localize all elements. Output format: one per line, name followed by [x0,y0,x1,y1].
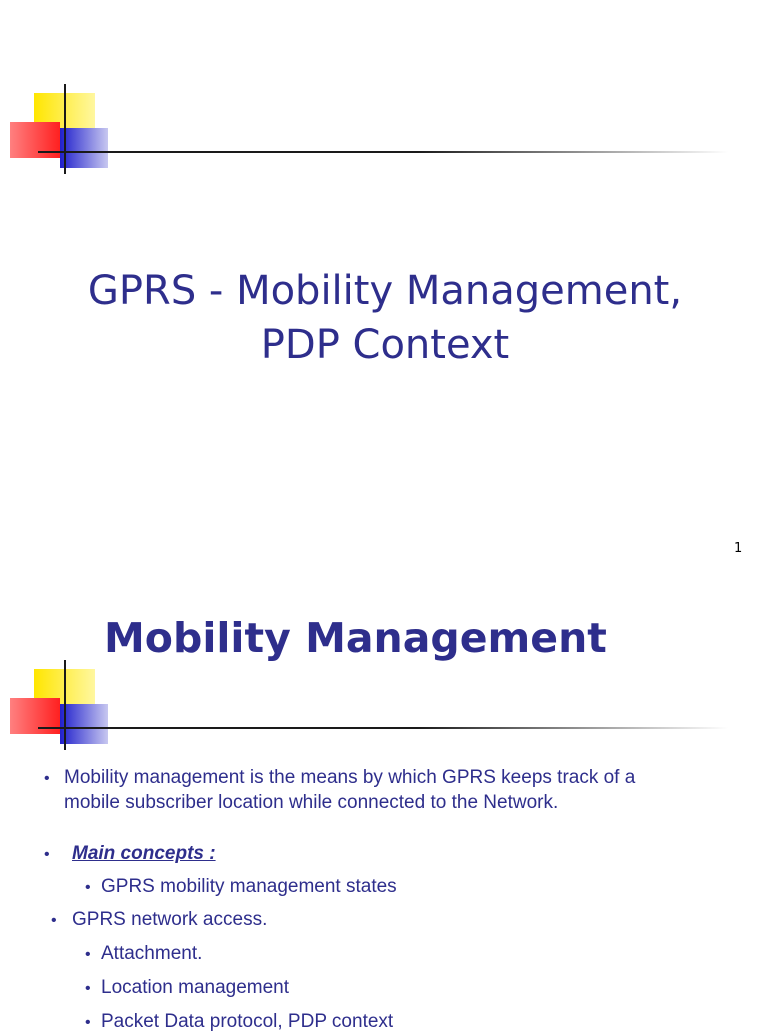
vertical-rule [64,84,66,174]
list-item-line2: mobile subscriber location while connected to the Network. [64,792,559,813]
slide-title-line1: GPRS - Mobility Management, [87,268,683,314]
sub-bullet-marker: • [85,946,91,963]
bullet-marker: • [44,770,50,787]
decorative-squares-logo [0,84,768,174]
list-item: GPRS mobility management states [101,876,397,897]
list-item: Main concepts : [72,843,216,864]
list-item [64,765,635,815]
horizontal-rule [38,151,728,153]
slide-title [0,264,768,372]
blue-square [60,704,108,744]
list-item: GPRS network access. [72,909,268,930]
blue-square [60,128,108,168]
slide-heading: Mobility Management [104,614,607,662]
bullet-marker: • [44,846,50,863]
vertical-rule [64,660,66,750]
list-item: Packet Data protocol, PDP context [101,1011,394,1032]
page-number: 1 [734,541,743,556]
bullet-marker: • [51,912,57,929]
list-item: Location management [101,977,290,998]
decorative-squares-logo [0,660,768,750]
list-item: Attachment. [101,943,203,964]
list-item-line1: Mobility management is the means by which GPRS keeps track of a [64,767,636,788]
horizontal-rule [38,727,728,729]
content-slide [0,576,768,1032]
sub-bullet-marker: • [85,980,91,997]
sub-bullet-marker: • [85,1014,91,1031]
slide-title-line2: PDP Context [260,322,510,368]
sub-bullet-marker: • [85,879,91,896]
